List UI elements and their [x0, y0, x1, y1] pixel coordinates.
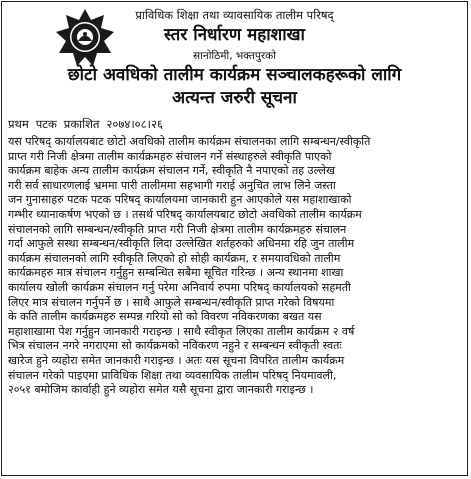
- body-line: कार्यक्रम संचालनको लागि स्वीकृति लिएको हो सोही कार्यक्रम, र समयावधिको तालीम: [8, 251, 341, 265]
- body-line: कार्यक्रमहरु मात्र संचालन गर्नुहुन सम्बन्धित सबैमा सूचित गरिन्छ । अन्य स्थानमा शाखा: [8, 266, 344, 280]
- body-line: यस परिषद् कार्यालयबाट छोटो अवधिको तालीम कार्यक्रम संचालनका लागि सम्बन्धन/स्वीकृति: [8, 135, 371, 148]
- office-location: सानोठिमी, भक्तपुरको: [193, 50, 276, 62]
- body-line: गरी सर्व साधारणलाई भ्रममा पारी तालीममा सहभागी गराई अनुचित लाभ लिने जस्ता: [8, 178, 336, 192]
- body-line: संचालनको लागि सम्बन्धन/स्वीकृति प्राप्त गरी निजी क्षेत्रमा तालीम कार्यक्रमहरु संचालन: [8, 222, 347, 236]
- body-line: गम्भीर ध्यानाकर्षण भएको छ । तसर्थ परिषद् कार्यालयबाट छोटो अवधिको तालीम कार्यक्रम: [8, 207, 362, 221]
- organization-name: प्राविधिक शिक्षा तथा व्यावसायिक तालीम परिषद्: [135, 8, 334, 22]
- body-line: २०५१ बमोजिम कार्वाही हुने व्यहोरा समेत यसै सूचना द्वारा जानकारी गराइन्छ ।: [8, 383, 314, 397]
- body-line: जन गुनासाहरु पटक पटक परिषद् कार्यालयमा जानकारी हुन आएकोले यस महाशाखाको: [8, 193, 352, 207]
- body-line: गर्दा आफुले सस्था सम्बन्धन/स्वीकृति लिदा उल्लेखित शर्तहरुको अधिनमा रहि जुन तालीम: [8, 237, 355, 251]
- notice-heading: छोटो अवधिको तालीम कार्यक्रम सञ्चालकहरूको लागि: [67, 65, 402, 85]
- body-line: प्राप्त गरी निजी क्षेत्रमा तालीम कार्यक्रमहरु संचालन गर्ने संस्थाहरुले स्वीकृति पाएको: [8, 149, 332, 163]
- notice-body: [8, 135, 463, 398]
- notice-frame: [1, 1, 468, 476]
- body-line: कार्यालय खोली कार्यक्रम संचालन गर्नु परेमा अनिवार्य रुपमा परिषद् कार्यालयको सहमती: [8, 280, 351, 294]
- body-line: खारेज हुने व्यहोरा समेत जानकारी गराइन्छ । अतः यस सूचना विपरित तालीम कार्यक्रम: [8, 353, 345, 367]
- body-line: महाशाखामा पेश गर्नुहुन जानकारी गराइन्छ । साथै स्वीकृत लिएका तालीम कार्यक्रम २ वर्ष: [8, 324, 355, 338]
- published-date: प्रथम पटक प्रकाशित २०७४।०८।२६: [8, 117, 163, 131]
- notice-title: अत्यन्त जरुरी सूचना: [172, 88, 297, 108]
- body-line: संचालन गरेको पाइएमा प्राविधिक शिक्षा तथा व्यवसायिक तालीम परिषद् नियमावली,: [8, 368, 337, 382]
- body-line: कार्यक्रम बाहेक अन्य तालीम कार्यक्रम संचालन गर्ने, स्वीकृति नै नपाएको तह उल्लेख: [8, 164, 335, 178]
- body-line: के कति तालीम कार्यक्रमहरु सम्पन्न गरियो सो को विवरण नविकरणका बखत यस: [8, 310, 322, 324]
- body-line: लिएर मात्र संचालन गर्नुपर्ने छ । साथै आफुले सम्बन्धन/स्वीकृति प्राप्त गरेको विषयमा: [8, 295, 335, 309]
- division-name: स्तर निर्धारण महाशाखा: [164, 25, 305, 45]
- body-line: भित्र संचालन नगरे नगराएमा सो कार्यक्रमको नविकरण नहुने र सम्बन्धन स्वीकृती स्वतः: [8, 339, 342, 353]
